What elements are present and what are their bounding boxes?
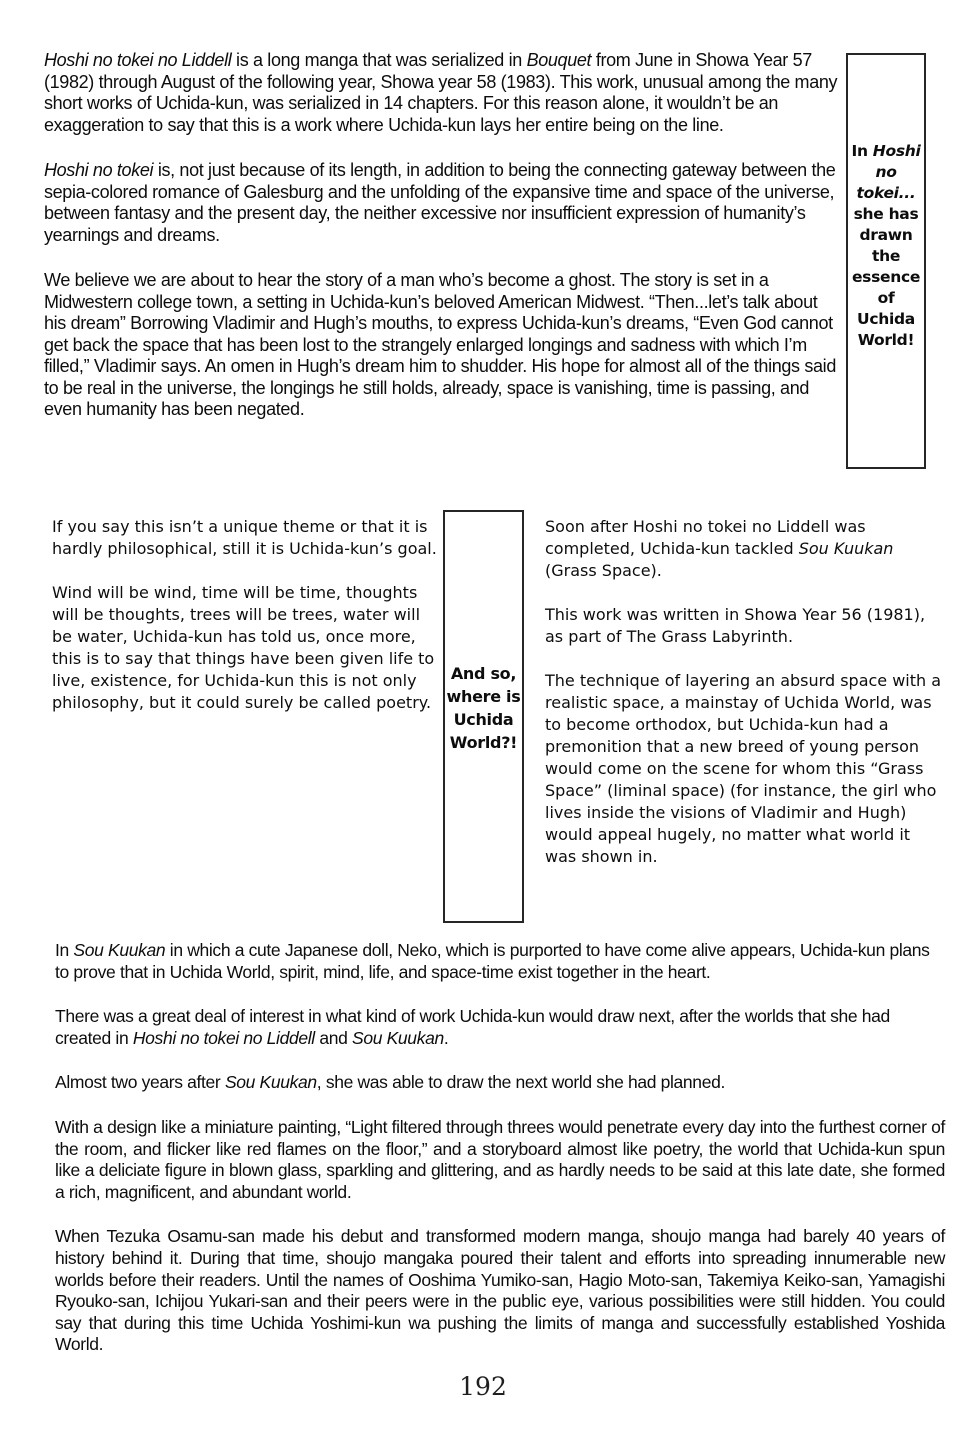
callout-line: tokei... — [856, 184, 916, 202]
callout-line: And so, — [450, 664, 517, 683]
callout-line: In Hoshi — [851, 142, 921, 160]
callout-line: drawn — [859, 226, 913, 244]
paragraph: This work was written in Showa Year 56 (1981), as part of The Grass Labyrinth. — [545, 605, 926, 646]
callout-line: the — [871, 247, 901, 265]
paragraph: Hoshi no tokei no Liddell is a long manga that was serialized in Bouquet from June in Showa Year 57 (1982) through August of the following year, Showa year 58 (1983). This work, unusual among the many short works of Uchida-kun, was serialized in 14 chapters. For this reason alone, it wouldn’t be an exaggeration to say that this is a work where Uchida-kun lays her entire being on the line. — [44, 50, 838, 135]
callout-line: World! — [857, 331, 915, 349]
callout-line: she has — [853, 205, 919, 223]
paragraph: There was a great deal of interest in what kind of work Uchida-kun would draw next, after the worlds that she had created in Hoshi no tokei no Liddell and Sou Kuukan. — [55, 1006, 890, 1048]
paragraph: With a design like a miniature painting, “Light filtered through threes would penetrate every day into the furthest corner of the room, and flicker like red flames on the floor,” and a storyboard almost like poetry, the world that Uchida-kun spun like a deliciate figure in blown glass, sparkling and glittering, and as hardly needs to be said at this late date, she formed a rich, magnificent, and abundant world. — [55, 1116, 945, 1202]
callout-line: no — [875, 163, 897, 181]
bottom-text-block — [55, 940, 945, 1379]
paragraph: Wind will be wind, time will be time, thoughts will be thoughts, trees will be trees, water will be water, Uchida-kun has told us, once more, this is to say that things have been given life to live, existence, for Uchida-kun this is not only philosophy, but it could surely be called poetry. — [52, 583, 435, 712]
callout-line: where is — [446, 687, 521, 706]
callout-line: World?! — [449, 733, 518, 752]
paragraph: If you say this isn’t a unique theme or that it is hardly philosophical, still it is Uchida-kun’s goal. — [52, 517, 437, 558]
callout-line: essence — [851, 268, 921, 286]
callout-line: Uchida — [453, 710, 514, 729]
paragraph: In Sou Kuukan in which a cute Japanese doll, Neko, which is purported to have come alive appears, Uchida-kun plans to prove that in Uchida World, spirit, mind, life, and space-time exist together in the heart. — [55, 940, 930, 982]
paragraph: Soon after Hoshi no tokei no Liddell was completed, Uchida-kun tackled Sou Kuukan (Grass Space). — [545, 517, 894, 580]
paragraph: When Tezuka Osamu-san made his debut and transformed modern manga, shoujo manga had barely 40 years of history behind it. During that time, shoujo mangaka poured their talent and efforts into spreading innumerable new worlds before their readers. Until the names of Ooshima Yumiko-san, Hagio Moto-san, Takemiya Keiko-san, Yamagishi Ryouko-san, Ichijou Yukari-san and their peers were in the public eye, various possibilities were still hidden. You could say that during this time Uchida Yoshimi-kun wa pushing the limits of manga and successfully established Yoshida World. — [55, 1226, 945, 1355]
side-callout-box — [846, 53, 926, 469]
middle-left-column — [52, 516, 444, 736]
page-number: 192 — [459, 1372, 507, 1401]
intro-text-block — [44, 50, 840, 445]
paragraph: Hoshi no tokei is, not just because of its length, in addition to being the connecting gateway between the sepia-colored romance of Galesburg and the unfolding of the expansive time and space of the universe, between fantasy and the present day, the neither excessive nor insufficient expression of humanity’s yearnings and dreams. — [44, 160, 836, 245]
paragraph: The technique of layering an absurd space with a realistic space, a mainstay of Uchida World, was to become orthodox, but Uchida-kun had a premonition that a new breed of young person would come on the scene for whom this “Grass Space” (liminal space) (for instance, the girl who lives inside the visions of Vladimir and Hugh) would appeal hugely, no matter what world it was shown in. — [545, 671, 942, 866]
center-callout-box — [443, 510, 524, 923]
paragraph: Almost two years after Sou Kuukan, she was able to draw the next world she had planned. — [55, 1072, 725, 1093]
paragraph: We believe we are about to hear the story of a man who’s become a ghost. The story is set in a Midwestern college town, a setting in Uchida-kun’s beloved American Midwest. “Then...let’s talk about his dream” Borrowing Vladimir and Hugh’s mouths, to express Uchida-kun’s dreams, “Even God cannot get back the space that has been lost to the strangely enlarged longings and sadness with which I’m filled,” Vladimir says. An omen in Hugh’s dream him to shudder. His hope for almost all of the things said to be real in the universe, the longings he still holds, already, space is vanishing, time is passing, and even humanity has been negated. — [44, 270, 836, 419]
middle-right-column — [545, 516, 943, 890]
callout-line: of — [877, 289, 895, 307]
callout-line: Uchida — [857, 310, 915, 328]
